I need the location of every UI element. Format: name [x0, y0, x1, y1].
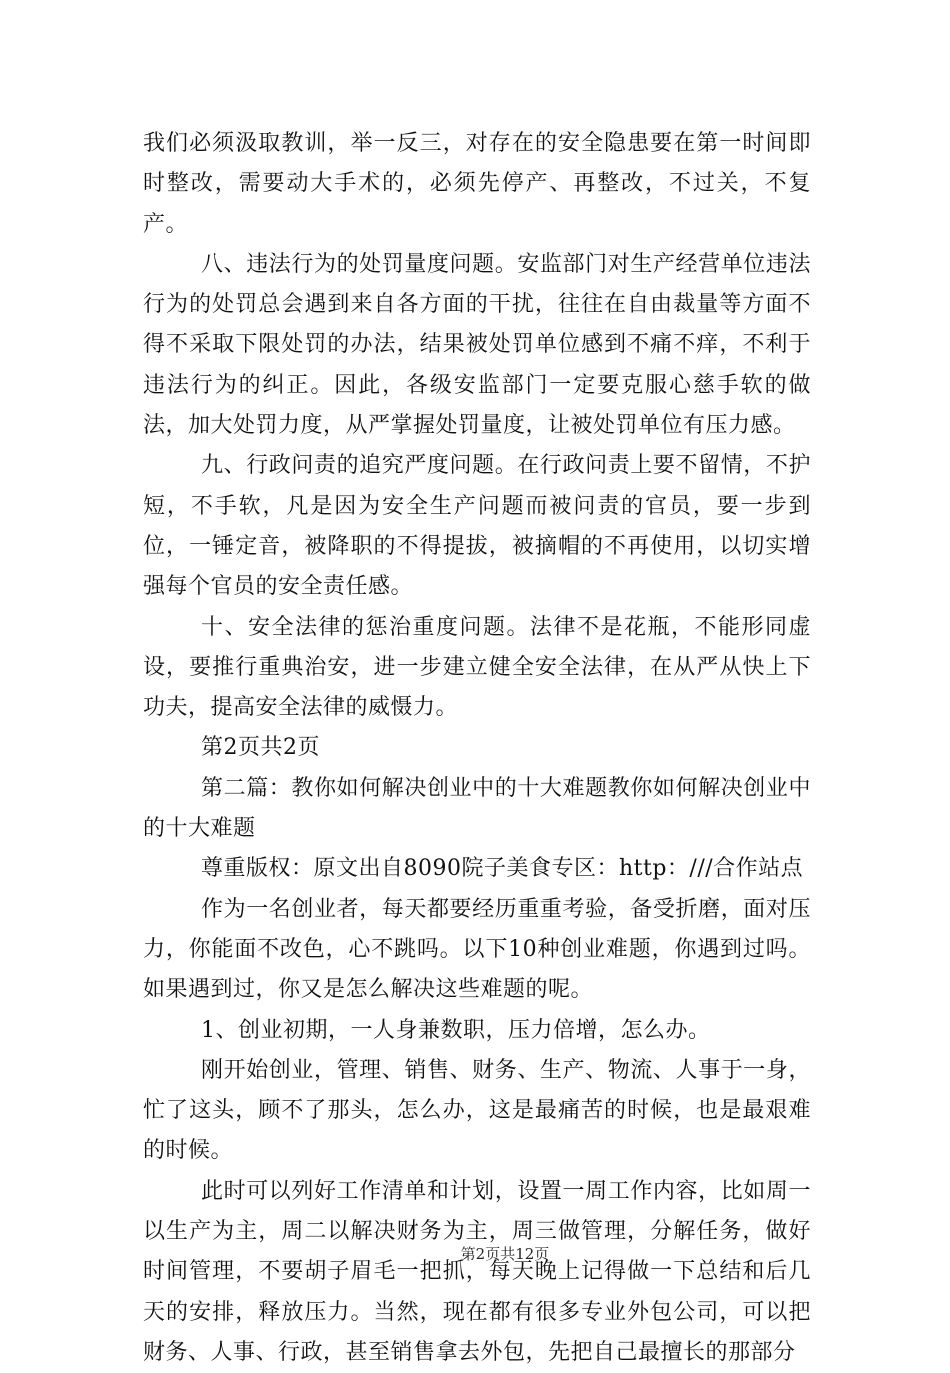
second-article-title: 第二篇：教你如何解决创业中的十大难题教你如何解决创业中的十大难题 — [143, 775, 811, 842]
paragraph-intro-continued: 我们必须汲取教训，举一反三，对存在的安全隐患要在第一时间即时整改，需要动大手术的，必须先停产、再整改，不过关，不复产。 — [143, 131, 811, 237]
paragraph-eight: 八、违法行为的处罚量度问题。安监部门对生产经营单位违法行为的处罚总会遇到来自各方面的干扰，往往在自由裁量等方面不得不采取下限处罚的办法，结果被处罚单位感到不痛不痒，不利于违法行为的纠正。因此，各级安监部门一定要克服心慈手软的做法，加大处罚力度，从严掌握处罚量度，让被处罚单位有压力感。 — [143, 251, 811, 439]
page-number: 第2页共12页 — [460, 1245, 550, 1263]
page-marker-text: 第2页共2页 — [201, 735, 320, 761]
paragraph-problem-one: 1、创业初期，一人身兼数职，压力倍增，怎么办。 — [201, 1017, 711, 1043]
paragraph-problem-one-desc: 刚开始创业，管理、销售、财务、生产、物流、人事于一身，忙了这头，顾不了那头，怎么办，这是最痛苦的时候，也是最艰难的时候。 — [143, 1057, 811, 1164]
paragraph-nine: 九、行政问责的追究严度问题。在行政问责上要不留情，不护短，不手软，凡是因为安全生产问题而被问责的官员，要一步到位，一锤定音，被降职的不得提拔，被摘帽的不再使用，以切实增强每个官员的安全责任感。 — [143, 453, 811, 600]
paragraph-entrepreneur-intro: 作为一名创业者，每天都要经历重重考验，备受折磨，面对压力，你能面不改色，心不跳吗。以下10种创业难题，你遇到过吗。如果遇到过，你又是怎么解决这些难题的呢。 — [143, 896, 811, 1003]
document-body — [143, 124, 811, 1373]
paragraph-ten: 十、安全法律的惩治重度问题。法律不是花瓶，不能形同虚设，要推行重典治安，进一步建立健全安全法律，在从严从快上下功夫，提高安全法律的威慑力。 — [143, 614, 811, 721]
copyright-notice: 尊重版权：原文出自8090院子美食专区：http：///合作站点 — [201, 856, 804, 882]
paragraph-problem-one-solution: 此时可以列好工作清单和计划，设置一周工作内容，比如周一以生产为主，周二以解决财务为主，周三做管理，分解任务，做好时间管理，不要胡子眉毛一把抓，每天晚上记得做一下总结和后几天的安排，释放压力。当然，现在都有很多专业外包公司，可以把财务、人事、行政，甚至销售拿去外包，先把自己最擅长的那部分 — [143, 1178, 811, 1365]
page-footer — [0, 1244, 950, 1264]
